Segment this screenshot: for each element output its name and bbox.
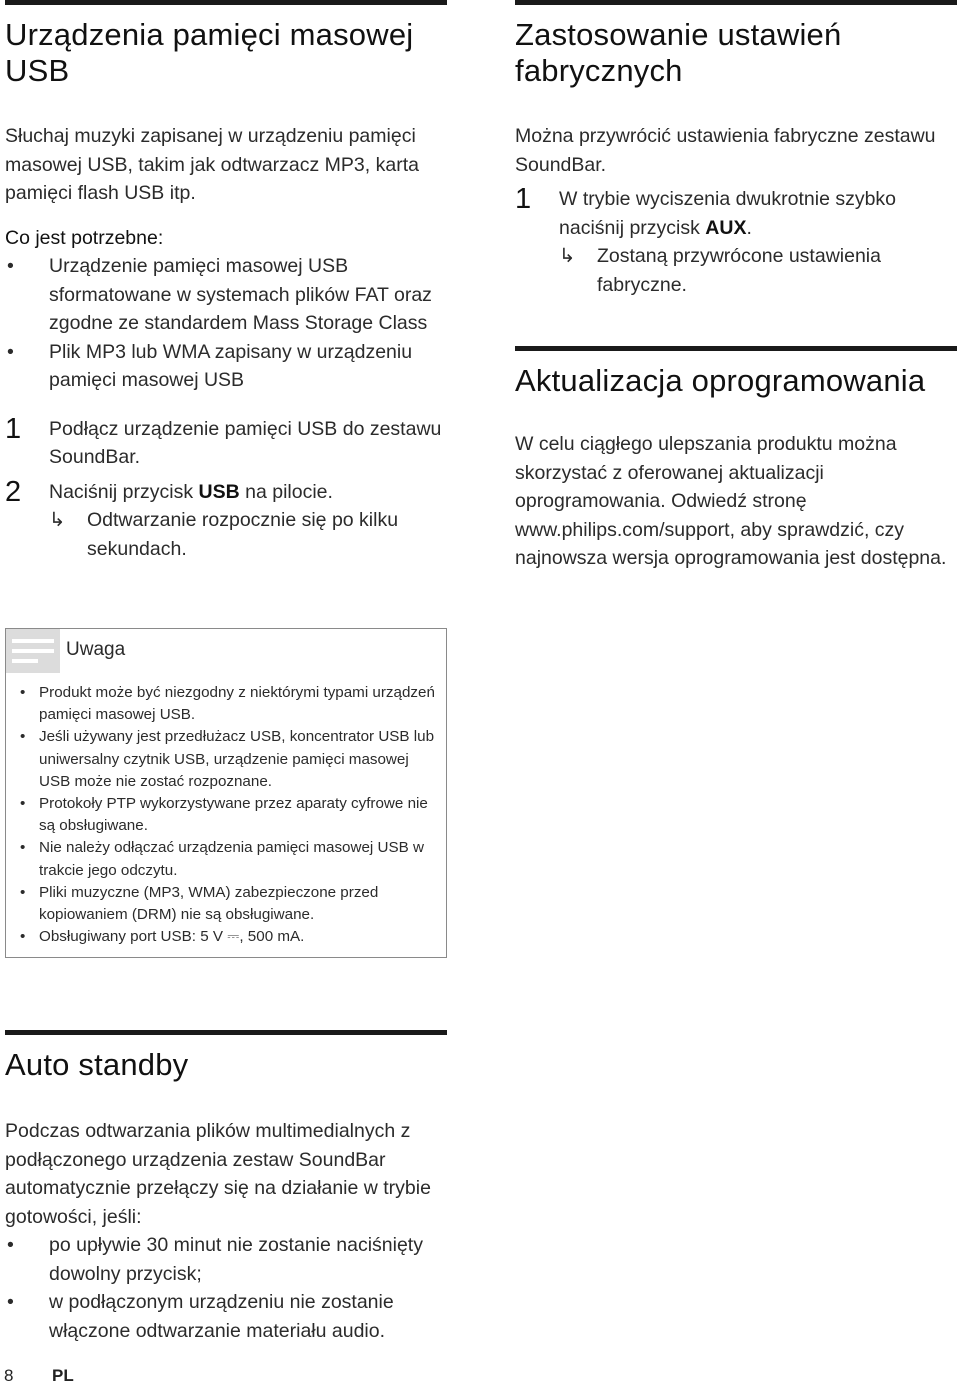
step-number: 2 bbox=[5, 475, 22, 508]
result-arrow-icon: ↳ bbox=[49, 509, 66, 531]
list-item: • Nie należy odłączać urządzenia pamięci masowej USB w trakcie jego odczytu. bbox=[20, 839, 424, 879]
usb-steps bbox=[5, 412, 447, 564]
list-item: • Produkt może być niezgodny z niektórymi typami urządzeń pamięci masowej USB. bbox=[20, 684, 435, 724]
section-rule bbox=[515, 0, 957, 5]
section-rule bbox=[5, 0, 447, 5]
factory-intro: Można przywrócić ustawienia fabryczne zestawu SoundBar. bbox=[515, 125, 936, 176]
page-number: 8 bbox=[4, 1366, 14, 1385]
page-footer bbox=[4, 1366, 74, 1386]
note-list bbox=[20, 682, 436, 948]
list-item: • Urządzenie pamięci masowej USB sformatowane w systemach plików FAT oraz zgodne ze standardem Mass Storage Class bbox=[5, 252, 447, 338]
step-result: ↳ Odtwarzanie rozpocznie się po kilku sekundach. bbox=[49, 506, 447, 563]
standby-text: Podczas odtwarzania plików multimedialnych z podłączonego urządzenia zestaw SoundBar automatycznie przełączy się na działanie w trybie gotowości, jeśli: bbox=[5, 1120, 431, 1228]
standby-section bbox=[5, 1030, 447, 1345]
note-header bbox=[6, 629, 446, 673]
update-title: Aktualizacja oprogramowania bbox=[515, 363, 926, 398]
result-arrow-icon: ↳ bbox=[559, 245, 576, 267]
note-icon bbox=[6, 629, 60, 673]
usb-intro: Słuchaj muzyki zapisanej w urządzeniu pamięci masowej USB, takim jak odtwarzacz MP3, karta pamięci flash USB itp. bbox=[5, 125, 419, 204]
bullet-icon: • bbox=[20, 795, 26, 813]
requirements-heading: Co jest potrzebne: bbox=[5, 226, 164, 249]
bullet-icon: • bbox=[7, 340, 14, 363]
factory-section bbox=[515, 0, 957, 299]
bullet-icon: • bbox=[20, 883, 26, 901]
list-item: • Plik MP3 lub WMA zapisany w urządzeniu pamięci masowej USB bbox=[5, 338, 447, 395]
step-1: 1 W trybie wyciszenia dwukrotnie szybko naciśnij przycisk AUX. ↳ Zostaną przywrócone ustawienia fabryczne. bbox=[515, 185, 957, 299]
bullet-icon: • bbox=[20, 684, 26, 701]
language-code: PL bbox=[52, 1366, 74, 1385]
bullet-icon: • bbox=[7, 255, 14, 277]
list-item: • Protokoły PTP wykorzystywane przez aparaty cyfrowe nie są obsługiwane. bbox=[20, 795, 428, 835]
bullet-icon: • bbox=[20, 728, 26, 746]
bullet-icon: • bbox=[20, 839, 26, 857]
note-title: Uwaga bbox=[66, 639, 126, 660]
factory-title: Zastosowanie ustawień fabrycznych bbox=[515, 17, 842, 88]
list-item: • po upływie 30 minut nie zostanie naciśnięty dowolny przycisk; bbox=[5, 1231, 447, 1288]
note-box bbox=[5, 628, 447, 958]
step-1: 1 Podłącz urządzenie pamięci USB do zestawu SoundBar. bbox=[5, 412, 442, 468]
aux-key: AUX bbox=[705, 216, 747, 239]
step-number: 1 bbox=[5, 412, 22, 445]
step-2: 2 Naciśnij przycisk USB na pilocie. ↳ Odtwarzanie rozpocznie się po kilku sekundach. bbox=[5, 478, 447, 564]
bullet-icon: • bbox=[7, 1234, 14, 1256]
list-item: • Jeśli używany jest przedłużacz USB, koncentrator USB lub uniwersalny czytnik USB, urządzenie pamięci masowej USB może nie zostać rozpoznane. bbox=[20, 728, 435, 790]
step-result: ↳ Zostaną przywrócone ustawienia fabryczne. bbox=[559, 242, 957, 299]
factory-steps bbox=[515, 185, 957, 299]
bullet-icon: • bbox=[20, 928, 26, 946]
list-item: • Obsługiwany port USB: 5 V ⎓, 500 mA. bbox=[20, 926, 436, 948]
step-number: 1 bbox=[515, 183, 532, 215]
list-item: • Pliki muzyczne (MP3, WMA) zabezpieczone przed kopiowaniem (DRM) nie są obsługiwane. bbox=[20, 883, 379, 924]
usb-section bbox=[5, 0, 447, 563]
section-rule bbox=[5, 1030, 447, 1035]
list-item: • w podłączonym urządzeniu nie zostanie włączone odtwarzanie materiału audio. bbox=[5, 1288, 447, 1345]
requirements-list bbox=[5, 252, 447, 395]
section-rule bbox=[515, 346, 957, 351]
usb-title: Urządzenia pamięci masowej USB bbox=[5, 17, 414, 88]
update-text: W celu ciągłego ulepszania produktu można skorzystać z oferowanej aktualizacji oprogramowania. Odwiedź stronę www.philips.com/support, aby sprawdzić, czy najnowsza wersja oprogramowania jest dostępna. bbox=[515, 433, 947, 569]
standby-list bbox=[5, 1231, 447, 1345]
standby-title: Auto standby bbox=[5, 1047, 189, 1082]
usb-key: USB bbox=[198, 480, 240, 503]
update-section bbox=[515, 346, 957, 573]
bullet-icon: • bbox=[7, 1291, 14, 1313]
